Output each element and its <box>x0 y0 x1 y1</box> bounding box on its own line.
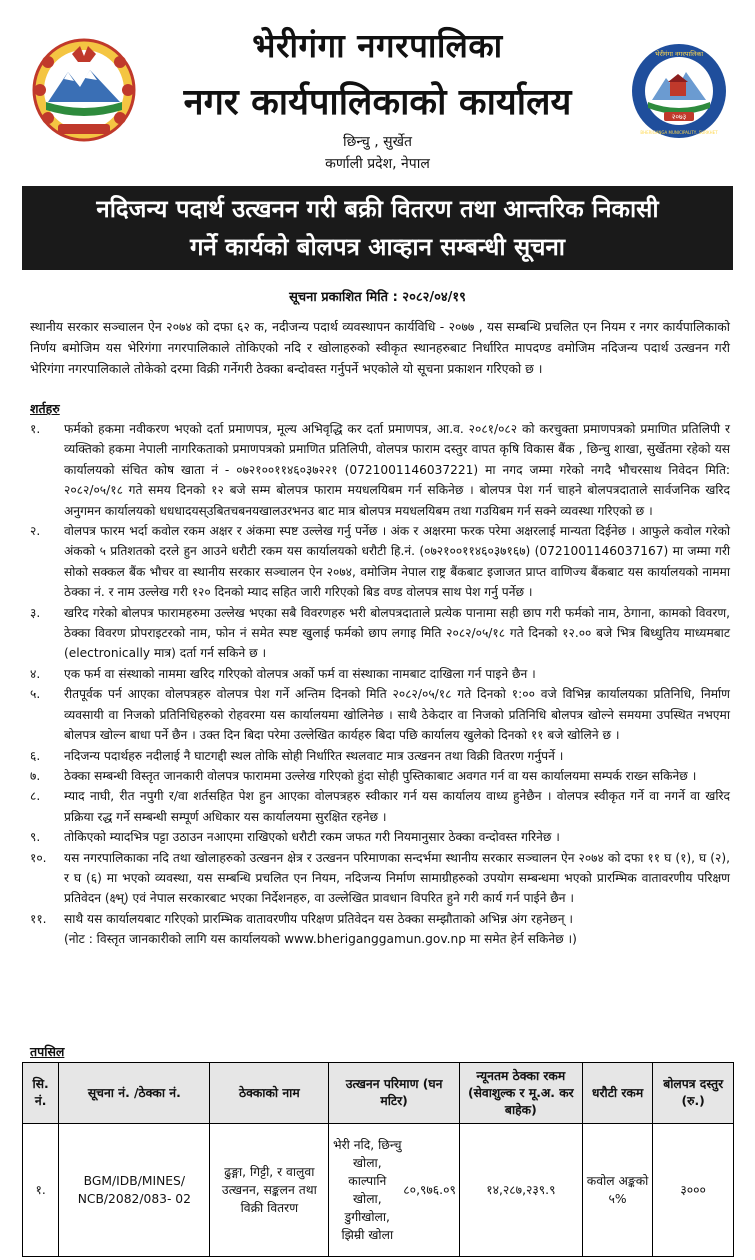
table-header-row <box>23 1063 734 1124</box>
column-header: सि. नं. <box>23 1063 59 1124</box>
letterhead <box>0 0 755 180</box>
condition-item: ८. म्याद नाघी, रीत नपुगी र/वा शर्तसहित पेश हुन आएका वोलपत्रहरु स्वीकार गर्न यस कार्यालय वाध्य हुनेछैन । वोलपत्र स्वीकृत गर्ने वा नगर्ने वा खरिद प्रक्रिया रद्ध गर्ने सम्बन्धी सम्पूर्ण अधिकार यस कार्यालयमा सुरक्षित रहनेछ । <box>30 789 730 824</box>
condition-item: ६. नदिजन्य पदार्थहरु नदीलाई नै घाटगद्दी स्थल तोकि सोही निर्धारित स्थलवाट मात्र उत्खनन तथा विक्री वितरण गर्नुपर्ने । <box>30 748 564 763</box>
office-province: कर्णाली प्रदेश, नेपाल <box>325 156 430 172</box>
condition-item: १०. यस नगरपालिकाका नदि तथा खोलाहरुको उत्खनन क्षेत्र र उत्खनन परिमाणका सन्दर्भमा स्थानीय सरकार सञ्चालन ऐन २०७४ को दफा ११ घ (१), घ (२), र घ (६) मा भएको व्यवस्था, यस सम्बन्धि प्रचलित एन नियम, नदिजन्य निर्माण सामाग्रीहरुको उपयोग सम्बन्धमा भएको प्रारम्भिक वातावरणीय परिक्षण प्रतिवेदन (क्ष्भ्) एवं नेपाल सरकारबाट भएका निर्देशनहरु, वा उल्लेखित प्रावधान विपरित हुने गरी कार्य गर्न पाईने छैन । <box>30 850 730 906</box>
table-row <box>23 1124 734 1257</box>
condition-item: १. फर्मको हकमा नवीकरण भएको दर्ता प्रमाणपत्र, मूल्य अभिवृद्धि कर दर्ता प्रमाणपत्र, आ.व. २०८१/०८२ को करचुक्ता प्रमाणपत्रको प्रमाणित प्रतिलिपी र व्यक्तिको हकमा नेपाली नागरिकताको प्रमाणपत्रको प्रमाणित प्रतिलिपी, वोलपत्र फाराम दस्तुर वापत कृषि विकास बैंक , छिन्चु शाखा, सुर्खेतमा रहेको यस कार्यालयको संचित कोष खाता नं - ०७२१००११४६०३७२२१ (0721001146037221) मा नगद जम्मा गरेको नगदै भौचरसाथ निवेदन मिति: २०८२/०५/१८ गते समय दिनको १२ बजे सम्म बोलपत्र फाराम मयधलयिबम गर्न सकिनेछ । बोलपत्र पेश गर्न चाहने बोलपत्रदाताले सार्वजनिक खरिद अनुगमन कार्यालयको धधधादयस्उबितचबनयखालउरभनउ बाट मात्र बोलपत्र मयधलयिबम तथा गउयिबम गर्न सक्ने व्यवस्था गरिएको छ । <box>30 422 730 518</box>
municipality-logo-icon <box>630 42 728 140</box>
schedule-table <box>22 1062 734 1257</box>
notice-title-banner <box>22 186 733 270</box>
conditions-list <box>30 419 730 950</box>
cell-fee: ३००० <box>653 1124 734 1257</box>
published-date: सूचना प्रकाशित मिति : २०८२/०४/१९ <box>289 290 466 305</box>
cell-sn: १. <box>23 1124 59 1257</box>
cell-quantity <box>329 1124 460 1257</box>
column-header: धरौटी रकम <box>582 1063 653 1124</box>
svg-text:BHERIGANGA MUNICIPALITY, SURKH: BHERIGANGA MUNICIPALITY, SURKHET <box>640 130 718 135</box>
notice-title-line2: गर्ने कार्यको बोलपत्र आव्हान सम्बन्धी सूचना <box>190 233 565 261</box>
condition-item: ३. खरिद गरेको बोलपत्र फारामहरुमा उल्लेख भएका सबै विवरणहरु भरी बोलपत्रदाताले प्रत्येक पानामा सही छाप गरी फर्मको नाम, ठेगाना, कामको विवरण, ठेक्का विवरण प्रोपराइटरको नाम, फोन नं समेत स्पष्ट खुलाई फर्मको छाप लगाइ मिति २०८२/०५/१८ गते दिनको १२.०० बजे भित्र बिध्धुतिय माध्यमबाट (electronically मात्र) दर्ता गर्न सकिने छ । <box>30 605 730 661</box>
cell-sources: भेरी नदि, छिन्चु खोला, काल्पानि खोला, डुगीखोला, झिम्री खोला <box>332 1138 402 1242</box>
column-header: न्यूनतम ठेक्का रकम (सेवाशुल्क र मू.अ. कर बाहेक) <box>459 1063 582 1124</box>
conditions-heading: शर्तहरु <box>30 401 60 416</box>
intro-paragraph: स्थानीय सरकार सञ्चालन ऐन २०७४ को दफा ६२ क, नदीजन्य पदार्थ व्यवस्थापन कार्यविधि - २०७७ , यस सम्बन्धि प्रचलित एन नियम र नगर कार्यपालिकाको निर्णय बमोजिम यस भेरिगंगा नगरपालिकाले तोकिएको नदि र खोलाहरुको स्वीकृत स्थानहरुबाट निर्धारित मापदण्ड वमोजिम नदिजन्य पदार्थ उत्खनन गरी भेरिगंगा नगरपालिकाले तोकेको दरमा विक्री गर्नेगरी ठेक्का बन्दोवस्त गर्नुपर्ने भएकोले यो सूचना प्रकाशन गरिएको छ । <box>30 319 730 376</box>
condition-item: ७. ठेक्का सम्बन्धी विस्तृत जानकारी वोलपत्र फाराममा उल्लेख गरिएको हुंदा सोही पुस्तिकाबाट अवगत गर्न वा यस कार्यालयमा सम्पर्क राख्न सकिनेछ । <box>30 768 697 783</box>
office-location: छिन्चु , सुर्खेत <box>342 134 413 150</box>
condition-item: ११. साथै यस कार्यालयबाट गरिएको प्रारम्भिक वातावरणीय परिक्षण प्रतिवेदन यस ठेक्का सम्झौताको अभिन्न अंग रहनेछन् । <box>30 911 573 926</box>
svg-text:२०७३: २०७३ <box>671 113 687 121</box>
cell-contract-name: ढुङ्गा, गिट्टी, र वालुवा उत्खनन, सङ्कलन तथा विक्री वितरण <box>210 1124 329 1257</box>
cell-min-amount: १४,२८७,२३९.९ <box>459 1124 582 1257</box>
column-header: बोलपत्र दस्तुर (रु.) <box>653 1063 734 1124</box>
condition-item: ९. तोकिएको म्यादभित्र पट्टा उठाउन नआएमा राखिएको धरौटी रकम जफत गरी नियमानुसार ठेक्का वन्दोवस्त गरिनेछ । <box>30 830 560 845</box>
schedule-heading: तपसिल <box>30 1044 65 1059</box>
condition-item: ५. रीतपूर्वक पर्न आएका वोलपत्रहरु वोलपत्र पेश गर्ने अन्तिम दिनको मिति २०८२/०५/१८ गते दिनको १:०० वजे विभिन्न कार्यालयका प्रतिनिधि, निर्माण व्यवसायी वा निजको प्रतिनिधिहरुको रोहवरमा यस कार्यालयमा खोलिनेछ । साथै ठेकेदार वा निजको प्रतिनिधि बोलपत्र खोल्ने समयमा उपस्थित नभएमा बोलपत्र खोल्न बाधा पर्ने छैन । उक्त दिन बिदा परेमा उल्लेखित कार्यहरु बिदा पछि कार्यालय खुलेको दिनको ११ बजे खोलिने छ । <box>30 687 730 743</box>
condition-item: २. वोलपत्र फारम भर्दा कवोल रकम अक्षर र अंकमा स्पष्ट उल्लेख गर्नु पर्नेछ । अंक र अक्षरमा फरक परेमा अक्षरलाई मान्यता दिईनेछ । आफुले कवोल गरेको अंकको ५ प्रतिशतको दरले हुन आउने धरौटी रकम यस कार्यालयको धरौटी हि.नं. (०७२१००११४६०३७१६७) (0721001146037167) मा जम्मा गरी सोको सक्कल बैंक भौचर वा स्थानीय सरकार सञ्चालन ऐन २०७४, वमोजिम नेपाल राष्ट्र बैंकबाट इजाजत प्राप्त वाणिज्य बैंकबाट यस कार्यालयको नाममा ठेक्का नं. र नाम उल्लेख गरी १२० दिनको म्याद सहित जारी गरिएको बिड वण्ड वोलपत्र साथ पेश गर्नु पर्नेछ । <box>30 524 731 600</box>
svg-text:भेरीगंगा नगरपालिका: भेरीगंगा नगरपालिका <box>654 50 704 58</box>
column-header: सूचना नं. /ठेक्का नं. <box>59 1063 210 1124</box>
cell-notice-no: BGM/IDB/MINES/ NCB/2082/083- 02 <box>59 1124 210 1257</box>
website-note: (नोट : विस्तृत जानकारीको लागि यस कार्यालयको www.bheriganggamun.gov.np मा समेत हेर्न सकिनेछ ।) <box>64 932 577 947</box>
office-name: नगर कार्यपालिकाको कार्यालय <box>183 82 572 123</box>
cell-quantity-value: ८०,९७६.०९ <box>403 1183 456 1197</box>
condition-item: ४. एक फर्म वा संस्थाको नाममा खरिद गरिएको वोलपत्र अर्को फर्म वा संस्थाका नामबाट दाखिला गर्न पाइने छैन । <box>30 666 536 681</box>
column-header: उत्खनन परिमाण (घन मटिर) <box>329 1063 460 1124</box>
cell-deposit: कवोल अङ्कको ५% <box>582 1124 653 1257</box>
notice-title-line1: नदिजन्य पदार्थ उत्खनन गरी बक्री वितरण तथा आन्तरिक निकासी <box>96 195 659 223</box>
municipality-name: भेरीगंगा नगरपालिका <box>252 26 503 65</box>
column-header: ठेक्काको नाम <box>210 1063 329 1124</box>
